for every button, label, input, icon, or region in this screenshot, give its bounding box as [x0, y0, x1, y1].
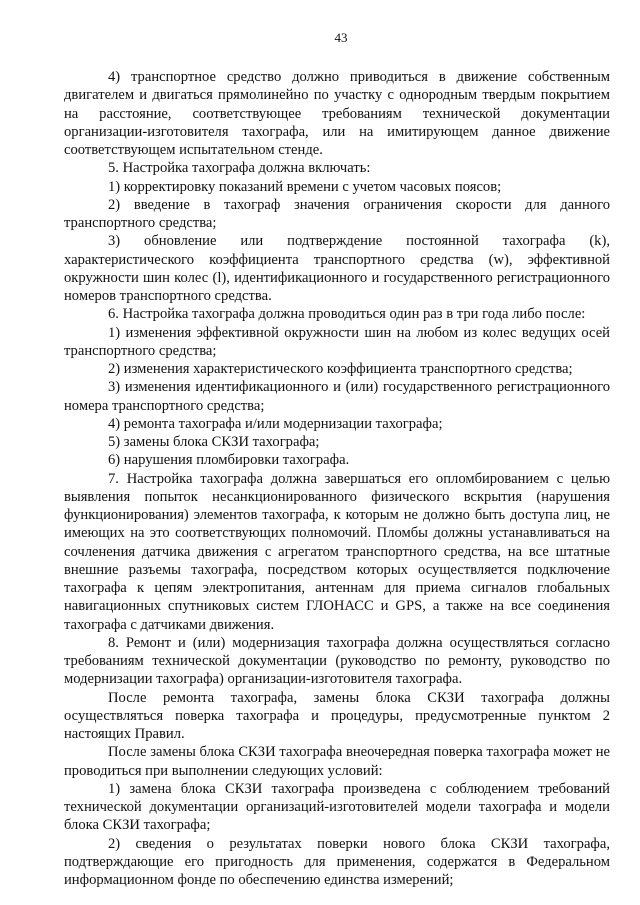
paragraph: 3) обновление или подтверждение постоянной тахографа (k), характеристического коэффициента транспортного средства (w), эффективной окружности шин колес (l), идентификационного и государственного регистрационного номеров транспортного средства. — [64, 233, 610, 304]
paragraph: 1) изменения эффективной окружности шин на любом из колес ведущих осей транспортного средства; — [64, 324, 610, 359]
document-body — [64, 68, 610, 889]
paragraph: 2) изменения характеристического коэффициента транспортного средства; — [108, 361, 573, 377]
paragraph: 6. Настройка тахографа должна проводиться один раз в три года либо после: — [108, 306, 586, 323]
paragraph: 1) корректировку показаний времени с учетом часовых поясов; — [108, 178, 502, 195]
paragraph: 8. Ремонт и (или) модернизация тахографа должна осуществляться согласно требованиям технической документации (руководство по ремонту, руководство по модернизации тахографа) организации-изготовителя тахографа. — [64, 634, 610, 688]
paragraph: 7. Настройка тахографа должна завершаться его опломбированием с целью выявления попыток несанкционированного физического вскрытия (нарушения функционирования) элементов тахографа, к которым не должно быть доступа лиц, не имеющих на это соответствующих полномочий. Пломбы должны устанавливаться на сочленения датчика движения с агрегатом транспортного средства, на все штатные внешние разъемы тахографа, посредством которых осуществляется подключение тахографа к цепям электропитания, антеннам для приема сигналов глобальных навигационных спутниковых систем ГЛОНАСС и GPS, а также на все соединения тахографа с датчиками движения. — [64, 470, 610, 633]
paragraph: 2) сведения о результатах поверки нового блока СКЗИ тахографа, подтверждающие его пригодность для применения, содержатся в Федеральном информационном фонде по обеспечению единства измерений; — [64, 835, 610, 888]
paragraph: 4) ремонта тахографа и/или модернизации тахографа; — [108, 415, 443, 432]
paragraph: После ремонта тахографа, замены блока СКЗИ тахографа должны осуществляться поверка тахографа и процедуры, предусмотренные пунктом 2 настоящих Правил. — [64, 689, 610, 742]
paragraph: 5. Настройка тахографа должна включать: — [108, 160, 371, 177]
paragraph: 2) введение в тахограф значения ограничения скорости для данного транспортного средства; — [64, 196, 610, 231]
paragraph: 1) замена блока СКЗИ тахографа произведена с соблюдением требований технической документации организаций-изготовителей модели тахографа и модели блока СКЗИ тахографа; — [64, 780, 610, 834]
paragraph: 3) изменения идентификационного и (или) государственного регистрационного номера транспортного средства; — [64, 379, 610, 414]
paragraph: 4) транспортное средство должно приводиться в движение собственным двигателем и двигаться прямолинейно по участку с однородным твердым покрытием на расстояние, соответствующее требованиям технической документации организации-изготовителя тахографа, или на имитирующем данное движение соответствующем испытательном стенде. — [64, 69, 610, 158]
paragraph: После замены блока СКЗИ тахографа внеочередная поверка тахографа может не проводиться при выполнении следующих условий: — [64, 744, 610, 779]
paragraph: 6) нарушения пломбировки тахографа. — [108, 452, 350, 469]
paragraph: 5) замены блока СКЗИ тахографа; — [108, 434, 320, 450]
page-number: 43 — [334, 30, 348, 45]
